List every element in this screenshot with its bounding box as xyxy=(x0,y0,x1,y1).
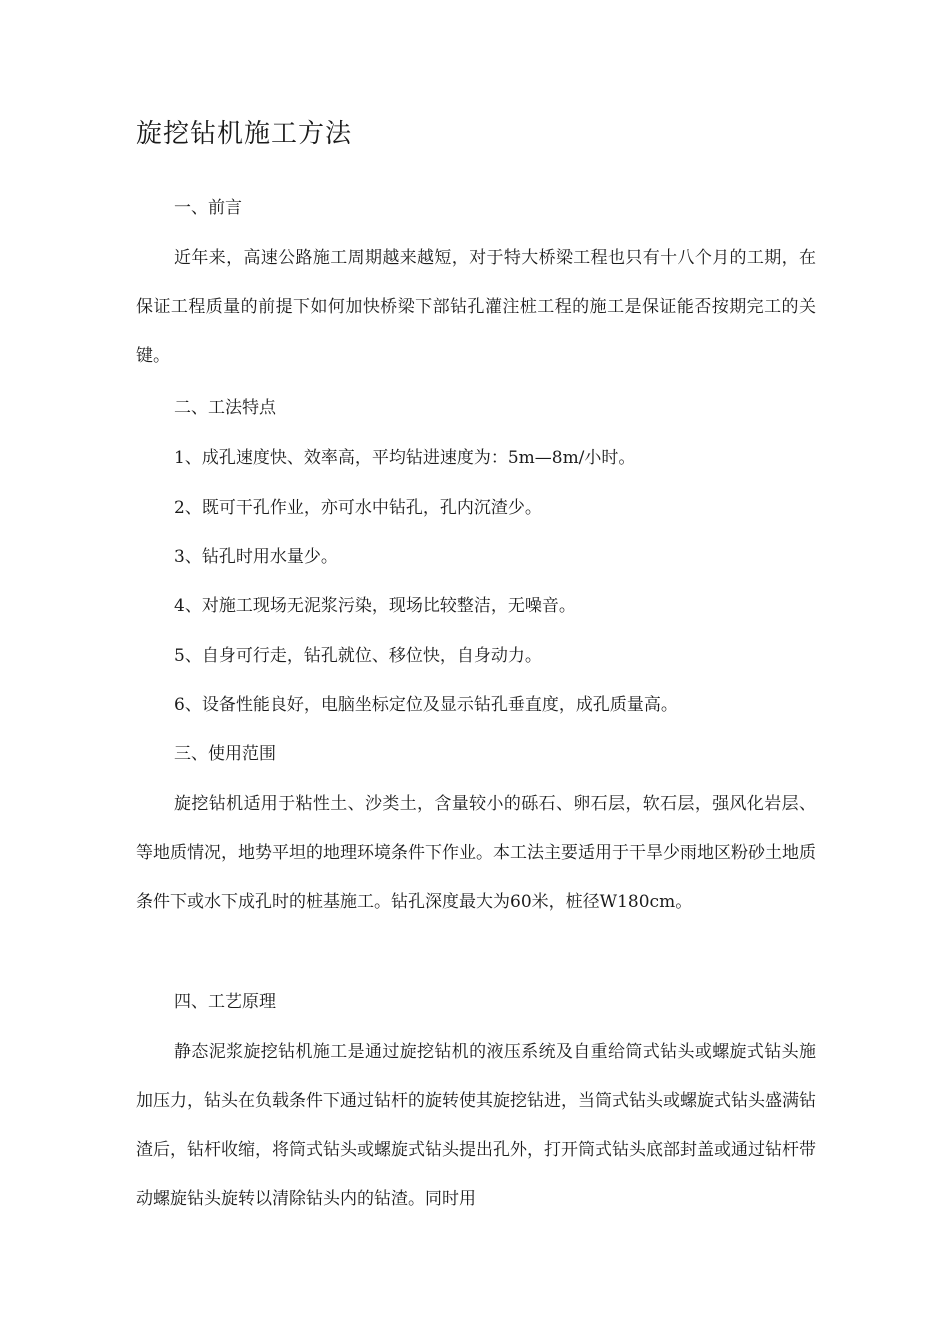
feature-item: 5、自身可行走，钻孔就位、移位快，自身动力。 xyxy=(174,646,542,666)
document-title: 旋挖钻机施工方法 xyxy=(136,119,353,149)
feature-item: 6、设备性能良好，电脑坐标定位及显示钻孔垂直度，成孔质量高。 xyxy=(174,695,678,715)
section-heading-preface: 一、前言 xyxy=(174,198,242,218)
feature-item: 3、钻孔时用水量少。 xyxy=(174,547,338,567)
feature-item: 4、对施工现场无泥浆污染，现场比较整洁，无噪音。 xyxy=(174,596,576,616)
section-heading-features: 二、工法特点 xyxy=(174,398,276,418)
section-heading-principle: 四、工艺原理 xyxy=(174,992,276,1012)
section-heading-scope: 三、使用范围 xyxy=(174,744,276,764)
feature-item: 2、既可干孔作业，亦可水中钻孔，孔内沉渣少。 xyxy=(174,498,542,518)
feature-item: 1、成孔速度快、效率高，平均钻进速度为：5m—8m/小时。 xyxy=(174,448,636,468)
principle-paragraph: 静态泥浆旋挖钻机施工是通过旋挖钻机的液压系统及自重给筒式钻头或螺旋式钻头施加压力，钻头在负载条件下通过钻杆的旋转使其旋挖钻进，当筒式钻头或螺旋式钻头盛满钻渣后，钻杆收缩，将筒式钻头或螺旋式钻头提出孔外，打开筒式钻头底部封盖或通过钻杆带动螺旋钻头旋转以清除钻头内的钻渣。同时用 xyxy=(136,1042,816,1209)
scope-paragraph: 旋挖钻机适用于粘性土、沙类土，含量较小的砾石、卵石层，软石层，强风化岩层、等地质情况，地势平坦的地理环境条件下作业。本工法主要适用于干旱少雨地区粉砂土地质条件下或水下成孔时的桩基施工。钻孔深度最大为60米，桩径W180cm。 xyxy=(136,794,816,912)
preface-paragraph: 近年来，高速公路施工周期越来越短，对于特大桥梁工程也只有十八个月的工期，在保证工程质量的前提下如何加快桥梁下部钻孔灌注桩工程的施工是保证能否按期完工的关键。 xyxy=(136,248,816,366)
